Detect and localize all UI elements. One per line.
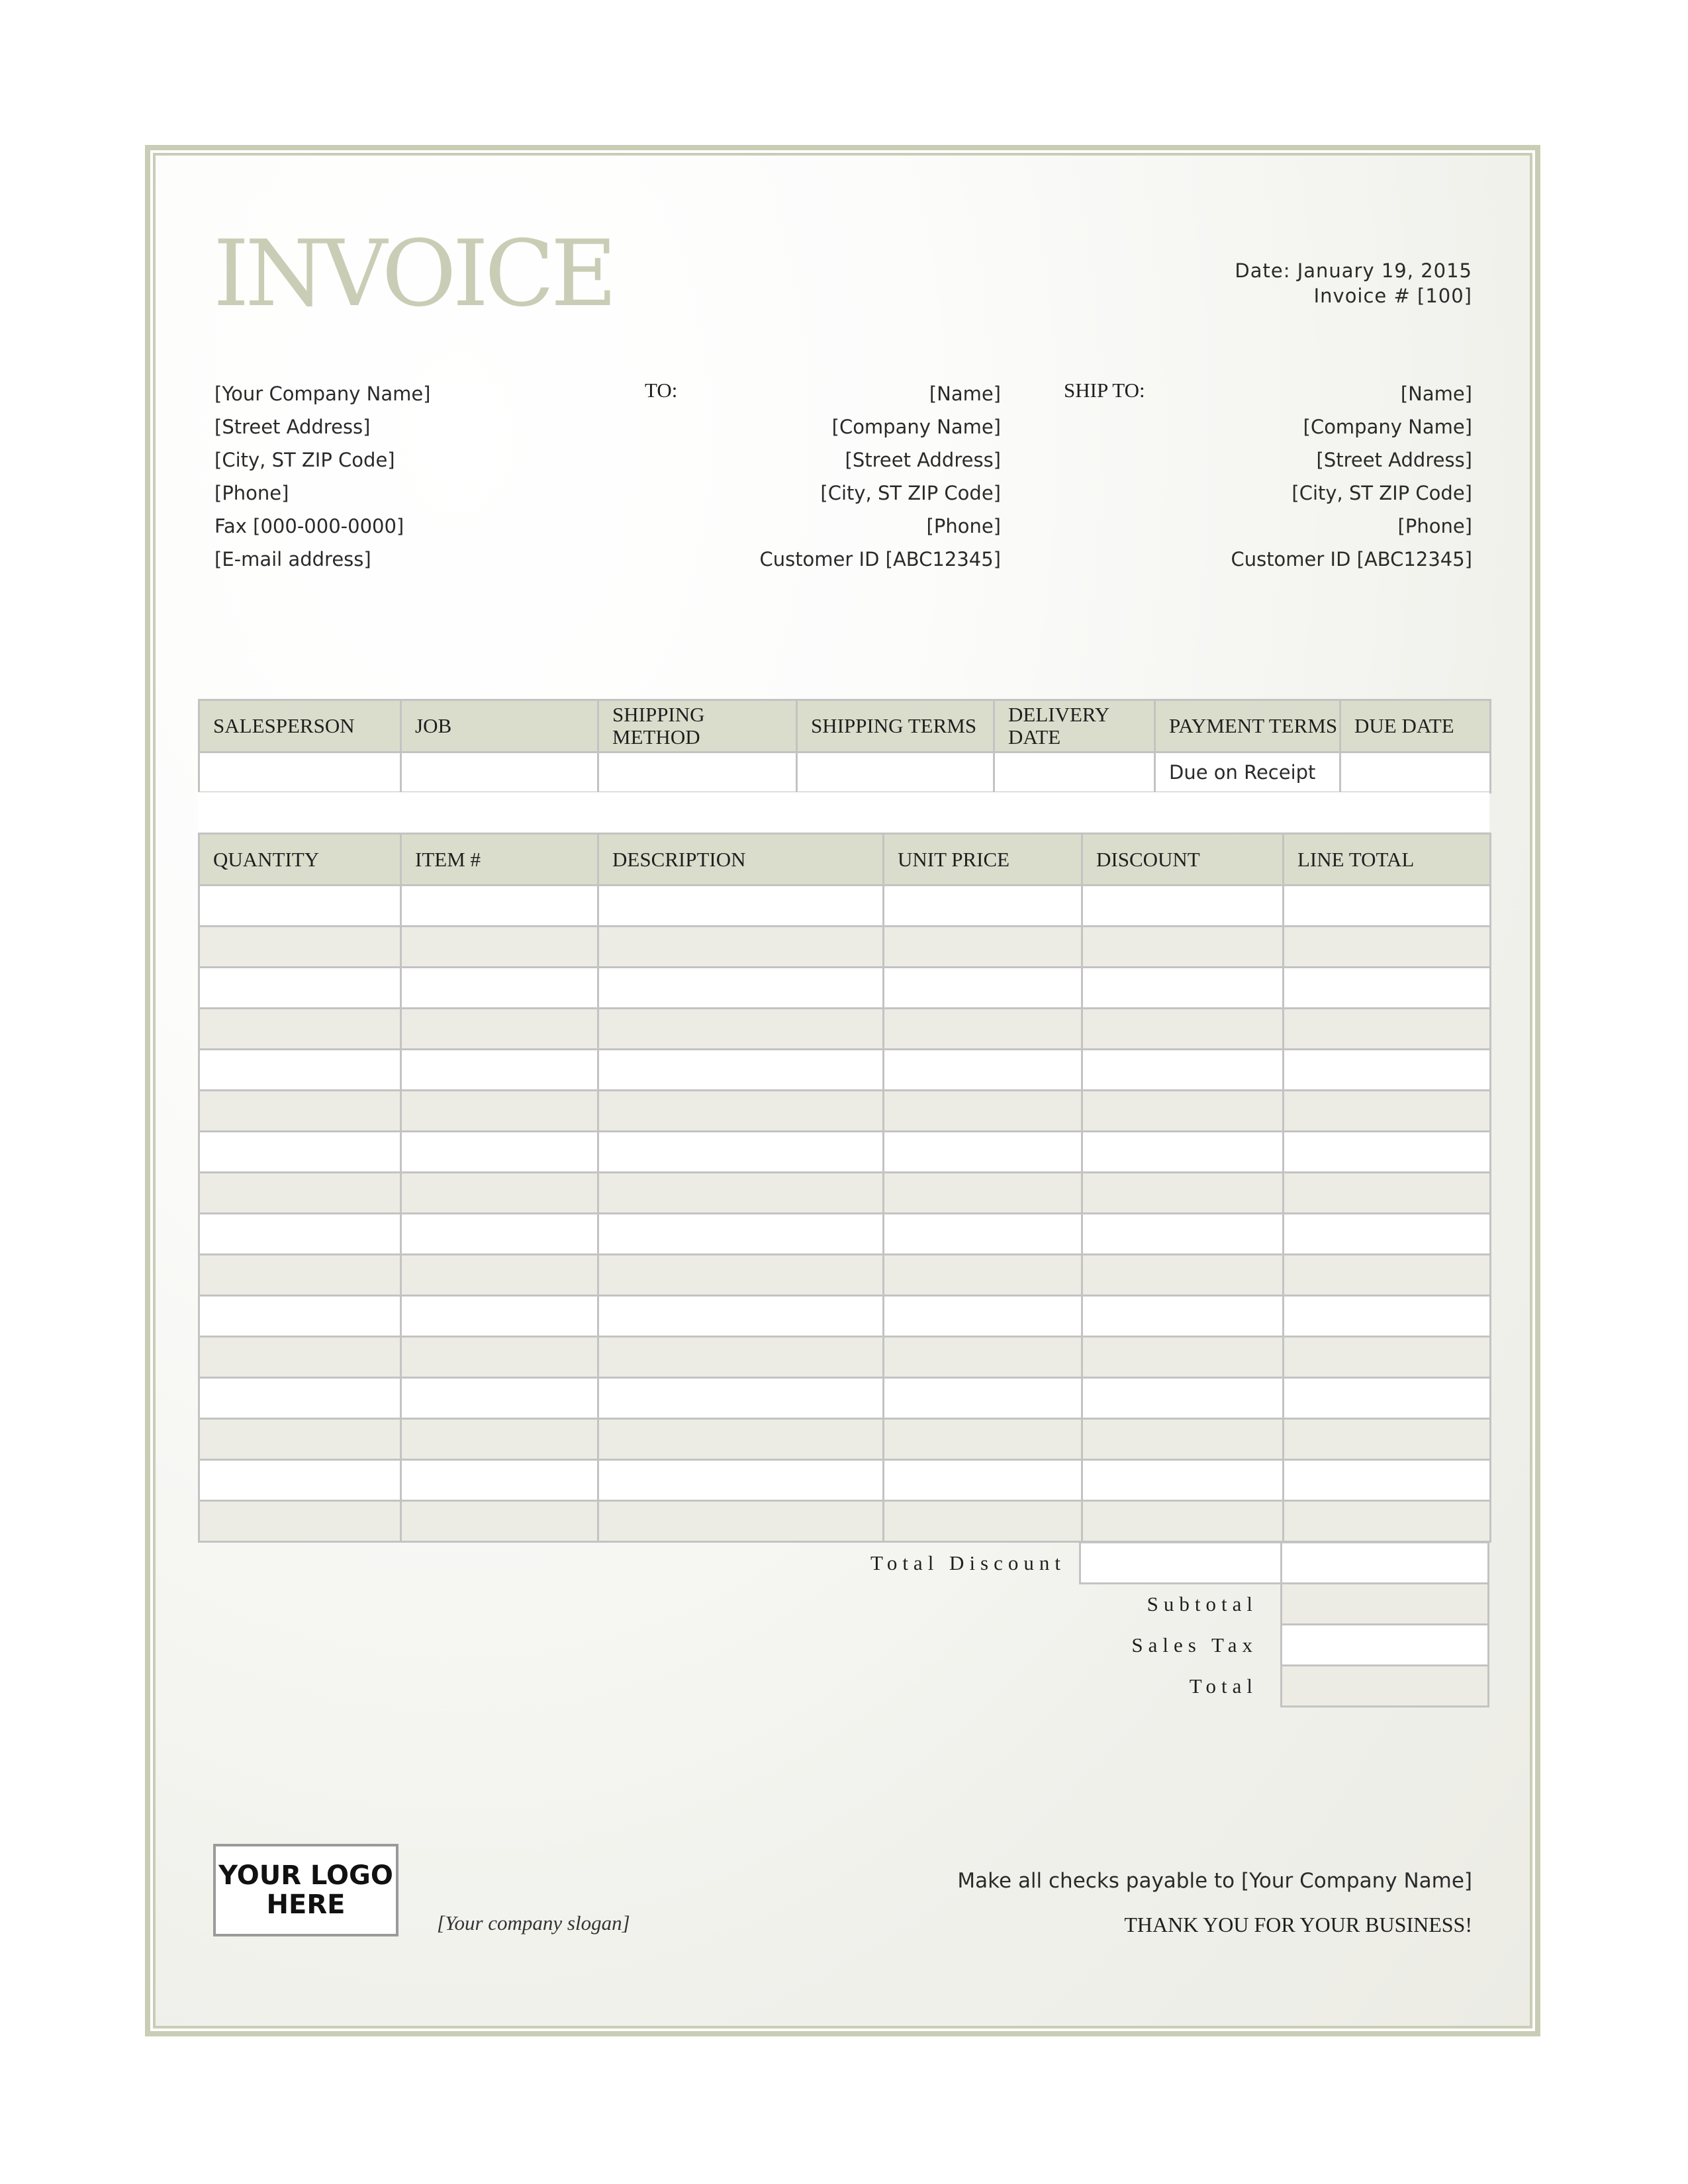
shipping-method-cell[interactable] (598, 752, 797, 793)
line-total-cell[interactable] (1284, 1255, 1491, 1296)
invoice-meta (1235, 258, 1472, 308)
discount-cell[interactable] (1082, 1132, 1284, 1173)
col-header-discount: DISCOUNT (1082, 834, 1284, 886)
table-row (199, 927, 1491, 968)
order-info-header-row (199, 700, 1491, 752)
item-number-cell[interactable] (401, 1009, 598, 1050)
ship-to-name[interactable]: [Name] (1400, 383, 1472, 405)
description-cell[interactable] (598, 1337, 884, 1378)
table-row (199, 1173, 1491, 1214)
ship-to-city[interactable]: [City, ST ZIP Code] (1291, 482, 1472, 504)
delivery-date-cell[interactable] (994, 752, 1155, 793)
table-row (199, 1214, 1491, 1255)
col-header-due-date: DUE DATE (1340, 700, 1491, 752)
col-header-unit-price: UNIT PRICE (884, 834, 1082, 886)
discount-cell[interactable] (1082, 1173, 1284, 1214)
sender-fax[interactable]: Fax [000-000-0000] (214, 515, 404, 537)
line-total-cell[interactable] (1284, 1050, 1491, 1091)
table-row (199, 1009, 1491, 1050)
sender-phone[interactable]: [Phone] (214, 482, 289, 504)
line-total-cell[interactable] (1284, 886, 1491, 927)
line-total-cell[interactable] (1284, 1296, 1491, 1337)
item-number-cell[interactable] (401, 1460, 598, 1501)
quantity-cell[interactable] (199, 1050, 401, 1091)
item-number-cell[interactable] (401, 1132, 598, 1173)
col-header-line-total: LINE TOTAL (1284, 834, 1491, 886)
ship-to-phone[interactable]: [Phone] (1397, 515, 1472, 537)
bill-to-street[interactable]: [Street Address] (845, 449, 1001, 471)
bill-to-label: TO: (645, 379, 678, 402)
item-number-cell[interactable] (401, 1378, 598, 1419)
quantity-cell[interactable] (199, 1460, 401, 1501)
description-cell[interactable] (598, 1009, 884, 1050)
table-row (199, 1419, 1491, 1460)
item-number-cell[interactable] (401, 1173, 598, 1214)
subtotal-value[interactable] (1280, 1582, 1489, 1625)
description-cell[interactable] (598, 1419, 884, 1460)
bill-to-address-block (759, 377, 1001, 576)
invoice-number[interactable]: Invoice # [100] (1313, 285, 1472, 307)
thank-you-note: THANK YOU FOR YOUR BUSINESS! (1124, 1913, 1472, 1936)
line-total-cell[interactable] (1284, 1419, 1491, 1460)
description-cell[interactable] (598, 1460, 884, 1501)
description-cell[interactable] (598, 1132, 884, 1173)
description-cell[interactable] (598, 1050, 884, 1091)
quantity-cell[interactable] (199, 1296, 401, 1337)
line-total-cell[interactable] (1284, 1337, 1491, 1378)
bill-to-phone[interactable]: [Phone] (926, 515, 1001, 537)
sales-tax-label: Sales Tax (1131, 1633, 1258, 1657)
discount-cell[interactable] (1082, 1419, 1284, 1460)
quantity-cell[interactable] (199, 968, 401, 1009)
quantity-cell[interactable] (199, 1419, 401, 1460)
col-header-description: DESCRIPTION (598, 834, 884, 886)
logo-text-line1: YOUR LOGO (218, 1860, 393, 1891)
discount-cell[interactable] (1082, 927, 1284, 968)
item-number-cell[interactable] (401, 1255, 598, 1296)
total-discount-label: Total Discount (870, 1551, 1066, 1574)
bill-to-company[interactable]: [Company Name] (831, 416, 1001, 438)
job-cell[interactable] (401, 752, 598, 793)
unit-price-cell[interactable] (884, 927, 1082, 968)
invoice-date[interactable]: Date: January 19, 2015 (1235, 259, 1472, 282)
col-header-shipping-terms: SHIPPING TERMS (797, 700, 994, 752)
sender-email[interactable]: [E-mail address] (214, 548, 371, 570)
table-row (199, 1050, 1491, 1091)
unit-price-cell[interactable] (884, 1091, 1082, 1132)
quantity-cell[interactable] (199, 1255, 401, 1296)
table-row (199, 1378, 1491, 1419)
description-cell[interactable] (598, 1296, 884, 1337)
bill-to-city[interactable]: [City, ST ZIP Code] (820, 482, 1001, 504)
item-number-cell[interactable] (401, 1419, 598, 1460)
discount-cell[interactable] (1082, 1255, 1284, 1296)
table-row (199, 1132, 1491, 1173)
line-total-cell[interactable] (1284, 1501, 1491, 1542)
unit-price-cell[interactable] (884, 1460, 1082, 1501)
unit-price-cell[interactable] (884, 1337, 1082, 1378)
discount-cell[interactable] (1082, 968, 1284, 1009)
discount-cell[interactable] (1082, 1050, 1284, 1091)
quantity-cell[interactable] (199, 1173, 401, 1214)
line-items-body (199, 886, 1491, 1542)
sender-address-block (214, 377, 431, 576)
col-header-payment-terms: PAYMENT TERMS (1155, 700, 1340, 752)
description-cell[interactable] (598, 1501, 884, 1542)
item-number-cell[interactable] (401, 1214, 598, 1255)
unit-price-cell[interactable] (884, 1378, 1082, 1419)
col-header-delivery-date: DELIVERY DATE (994, 700, 1155, 752)
description-cell[interactable] (598, 968, 884, 1009)
item-number-cell[interactable] (401, 1501, 598, 1542)
discount-cell[interactable] (1082, 1091, 1284, 1132)
item-number-cell[interactable] (401, 927, 598, 968)
table-row (199, 1296, 1491, 1337)
subtotal-label: Subtotal (1147, 1592, 1258, 1615)
col-header-job: JOB (401, 700, 598, 752)
due-date-cell[interactable] (1340, 752, 1491, 793)
description-cell[interactable] (598, 1173, 884, 1214)
checks-payable-note[interactable]: Make all checks payable to [Your Company Name] (957, 1869, 1472, 1893)
salesperson-cell[interactable] (199, 752, 401, 793)
discount-cell[interactable] (1082, 1378, 1284, 1419)
line-total-cell[interactable] (1284, 1009, 1491, 1050)
ship-to-customer-id[interactable]: Customer ID [ABC12345] (1231, 548, 1472, 570)
quantity-cell[interactable] (199, 886, 401, 927)
table-row (199, 1091, 1491, 1132)
description-cell[interactable] (598, 1378, 884, 1419)
bill-to-name[interactable]: [Name] (929, 383, 1001, 405)
discount-cell[interactable] (1082, 1337, 1284, 1378)
company-slogan[interactable]: [Your company slogan] (437, 1911, 630, 1934)
ship-to-company[interactable]: [Company Name] (1303, 416, 1472, 438)
description-cell[interactable] (598, 1255, 884, 1296)
line-total-cell[interactable] (1284, 1378, 1491, 1419)
item-number-cell[interactable] (401, 886, 598, 927)
line-items-table (198, 833, 1491, 1543)
description-cell[interactable] (598, 927, 884, 968)
total-label: Total (1189, 1674, 1258, 1698)
line-total-cell[interactable] (1284, 1214, 1491, 1255)
table-row (199, 886, 1491, 927)
table-row (199, 968, 1491, 1009)
unit-price-cell[interactable] (884, 1050, 1082, 1091)
unit-price-cell[interactable] (884, 1419, 1082, 1460)
order-info-values-row (199, 752, 1491, 793)
sender-city[interactable]: [City, ST ZIP Code] (214, 449, 395, 471)
line-items-header-row (199, 834, 1491, 886)
description-cell[interactable] (598, 1214, 884, 1255)
quantity-cell[interactable] (199, 1091, 401, 1132)
unit-price-cell[interactable] (884, 968, 1082, 1009)
quantity-cell[interactable] (199, 1214, 401, 1255)
table-row (199, 1460, 1491, 1501)
item-number-cell[interactable] (401, 968, 598, 1009)
discount-cell[interactable] (1082, 1214, 1284, 1255)
unit-price-cell[interactable] (884, 1255, 1082, 1296)
total-value[interactable] (1280, 1664, 1489, 1707)
line-total-cell[interactable] (1284, 1460, 1491, 1501)
item-number-cell[interactable] (401, 1050, 598, 1091)
description-cell[interactable] (598, 1091, 884, 1132)
col-header-salesperson: SALESPERSON (199, 700, 401, 752)
quantity-cell[interactable] (199, 1132, 401, 1173)
discount-cell[interactable] (1082, 1296, 1284, 1337)
shipping-terms-cell[interactable] (797, 752, 994, 793)
sales-tax-value[interactable] (1280, 1623, 1489, 1666)
ship-to-address-block (1231, 377, 1472, 576)
ship-to-label: SHIP TO: (1064, 379, 1145, 402)
discount-cell[interactable] (1082, 886, 1284, 927)
unit-price-cell[interactable] (884, 1501, 1082, 1542)
item-number-cell[interactable] (401, 1091, 598, 1132)
sender-street[interactable]: [Street Address] (214, 416, 371, 438)
line-total-cell[interactable] (1284, 968, 1491, 1009)
ship-to-street[interactable]: [Street Address] (1316, 449, 1472, 471)
unit-price-cell[interactable] (884, 1214, 1082, 1255)
sender-company-name[interactable]: [Your Company Name] (214, 383, 431, 405)
quantity-cell[interactable] (199, 1378, 401, 1419)
company-logo-placeholder[interactable] (213, 1844, 399, 1936)
line-total-cell[interactable] (1284, 927, 1491, 968)
line-total-cell[interactable] (1284, 1132, 1491, 1173)
discount-cell[interactable] (1082, 1501, 1284, 1542)
col-header-item-number: ITEM # (401, 834, 598, 886)
description-cell[interactable] (598, 886, 884, 927)
discount-cell[interactable] (1082, 1460, 1284, 1501)
col-header-quantity: QUANTITY (199, 834, 401, 886)
item-number-cell[interactable] (401, 1296, 598, 1337)
unit-price-cell[interactable] (884, 1009, 1082, 1050)
table-row (199, 1501, 1491, 1542)
unit-price-cell[interactable] (884, 1173, 1082, 1214)
item-number-cell[interactable] (401, 1337, 598, 1378)
order-info-table (198, 699, 1491, 794)
quantity-cell[interactable] (199, 1009, 401, 1050)
logo-text-line2: HERE (266, 1889, 346, 1920)
quantity-cell[interactable] (199, 1337, 401, 1378)
invoice-title: INVOICE (213, 220, 614, 327)
unit-price-cell[interactable] (884, 1296, 1082, 1337)
unit-price-cell[interactable] (884, 886, 1082, 927)
table-row (199, 1255, 1491, 1296)
table-row (199, 1337, 1491, 1378)
col-header-shipping-method: SHIPPING METHOD (598, 700, 797, 752)
bill-to-customer-id[interactable]: Customer ID [ABC12345] (759, 548, 1001, 570)
line-total-cell[interactable] (1284, 1173, 1491, 1214)
total-discount-value[interactable] (1079, 1541, 1282, 1584)
discount-cell[interactable] (1082, 1009, 1284, 1050)
quantity-cell[interactable] (199, 927, 401, 968)
table-spacer (198, 792, 1489, 832)
payment-terms-cell[interactable]: Due on Receipt (1155, 752, 1340, 793)
total-discount-line-total[interactable] (1280, 1541, 1489, 1584)
line-total-cell[interactable] (1284, 1091, 1491, 1132)
unit-price-cell[interactable] (884, 1132, 1082, 1173)
quantity-cell[interactable] (199, 1501, 401, 1542)
